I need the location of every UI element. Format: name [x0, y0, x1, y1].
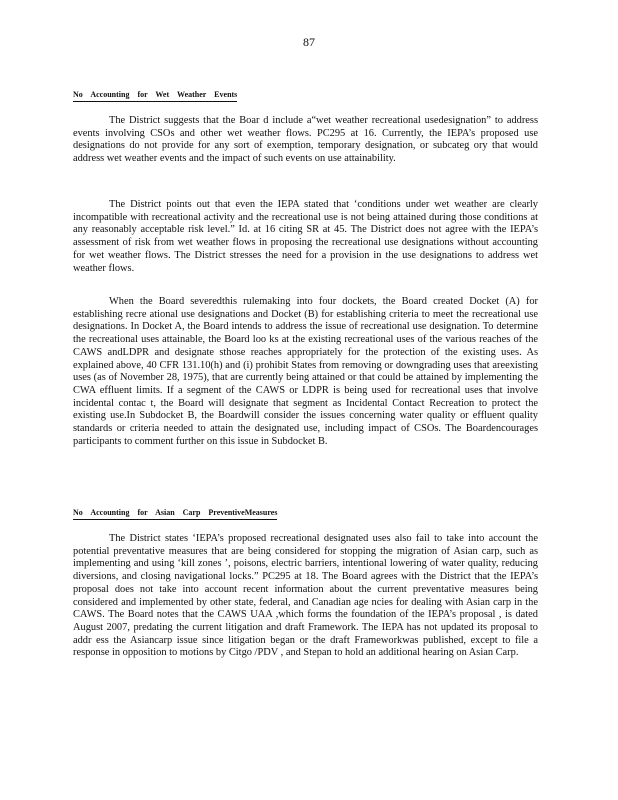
- paragraph-asian-carp-1: The District states ‘IEPA’s proposed recreational designated uses also fail to take into account the potential preventative measures that are being considered for stopping the migration of Asian carp, such as implementing and using ‘kill zones ’, poisons, electric barriers, intentional lowering of water quality, reducing diversions, and closing navigational locks.” PC295 at 18. The Board agrees with the District that the IEPA’s proposal does not take into account recent information about the current preventative measures being considered and implemented by other state, federal, and Canadian age ncies for dealing with Asian carp in the CAWS. The Board notes that the CAWS UAA ,which forms the foundation of the IEPA’s proposal , is dated August 2007, predating the current litigation and draft Framework. The IEPA has not updated its proposal to addr ess the Asiancarp issue since litigation began or the draft Frameworkwas published, except to file a response in opposition to motions by Citgo /PDV , and Stepan to hold an additional hearing on Asian Carp.: [73, 533, 538, 659]
- page-number: 87: [303, 35, 315, 49]
- paragraph-wet-weather-3: When the Board severedthis rulemaking into four dockets, the Board created Docket (A) for establishing recre ational use designations and Docket (B) for establishing criteria to meet the recreational use designations. In Docket A, the Board intends to address the issue of recreational use designation. To determine the recreational uses attainable, the Board loo ks at the existing recreational uses of the various reaches of the CAWS andLDPR and designate sthose reaches appropriately for the protection of the existing uses. As explained above, 40 CFR 131.10(h) and (i) prohibit States from removing or downgrading uses that areexisting uses (as of November 28, 1975), that are currently being attained or that could be attained by implementing the CWA effluent limits. If a segment of the CAWS or LDPR is being used for recreational uses that involve incidental contac t, the Board will designate that segment as Incidental Contact Recreation to protect the existing use.In Subdocket B, the Boardwill consider the issues concerning water quality or effluent quality standards or criteria needed to attain the designated use, including impact of CSOs. The Boardencourages participants to comment further on this issue in Subdocket B.: [73, 296, 538, 447]
- paragraph-wet-weather-1: The District suggests that the Boar d include a“wet weather recreational usedesignation” to address events involving CSOs and other wet weather flows. PC295 at 16. Currently, the IEPA’s proposed use designations do not provide for any sort of exemption, temporary designation, or subcateg ory that would address wet weather events and the impact of such events on use attainability.: [73, 115, 538, 165]
- section-heading-wet-weather: No Accounting for Wet Weather Events: [73, 90, 237, 102]
- section-heading-asian-carp: No Accounting for Asian Carp PreventiveMeasures: [73, 508, 277, 520]
- paragraph-wet-weather-2: The District points out that even the IEPA stated that ‘conditions under wet weather are clearly incompatible with recreational activity and the recreational use is not being attained during those conditions at any reasonably acceptable risk level.” Id. at 16 citing SR at 45. The District does not agree with the IEPA’s assessment of risk from wet weather flows in proposing the recreational use designations without accounting for wet weather flows. The District stresses the need for a provision in the use designations to address wet weather flows.: [73, 199, 538, 274]
